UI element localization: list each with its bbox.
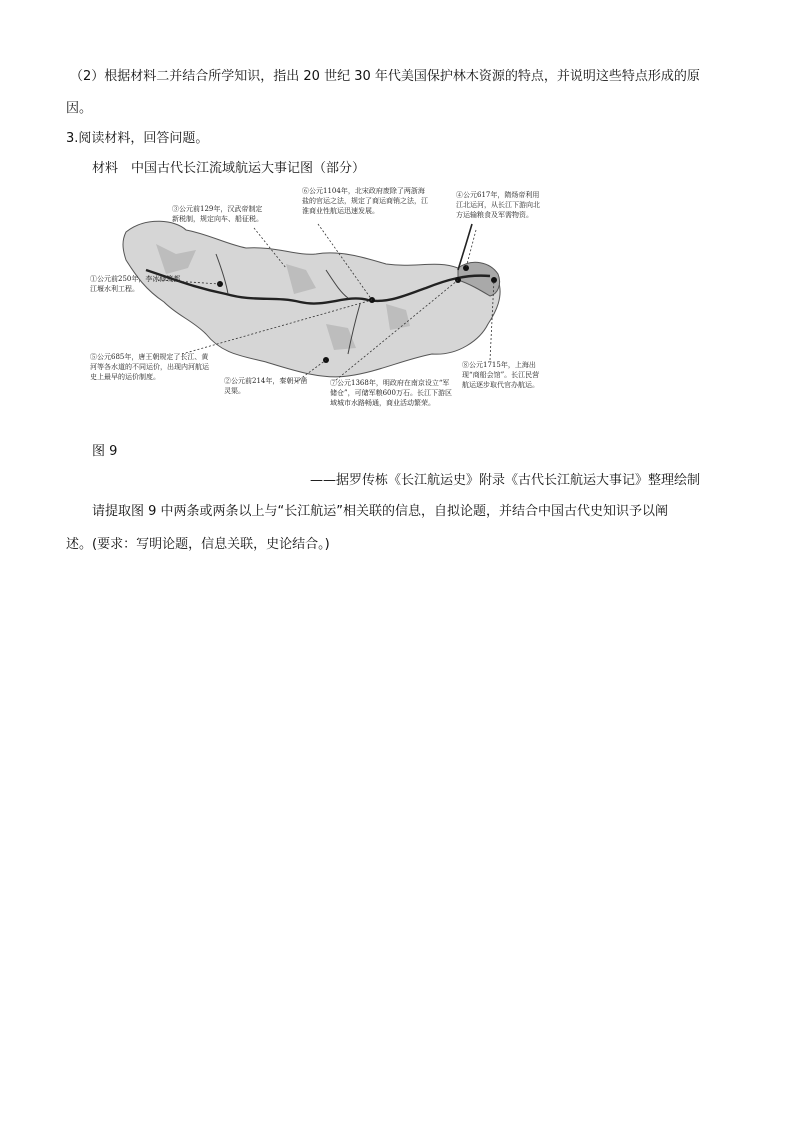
event-note-1: ①公元前250年，李冰修筑都江堰水利工程。: [90, 275, 181, 293]
figure-source: ——据罗传栋《长江航运史》附录《古代长江航运大事记》整理绘制: [310, 473, 701, 488]
event-note-5: ⑤公元685年，唐王朝规定了长江、黄河等各水道的不同运价，出现内河航运史上最早的运价制度。: [90, 353, 209, 381]
event-note-3: ③公元前129年，汉武帝制定新税制，规定向车、船征税。: [172, 205, 263, 223]
event-note-6: ⑥公元1104年，北宋政府废除了两浙海盐的官运之法，规定了商运商销之法，江淮商业性航运迅速发展。: [302, 187, 428, 215]
event-note-2: ②公元前214年，秦朝开凿灵渠。: [224, 377, 308, 395]
event-note-8: ⑧公元1715年，上海出现“商船会馆”。长江民营航运逐步取代官办航运。: [462, 361, 540, 389]
event-note-7: ⑦公元1368年，明政府在南京设立“军储仓”，可储军粮600万石。长江下游区域城市水路畅通，商业活动繁荣。: [330, 379, 452, 407]
figure-label: 图 9: [92, 444, 118, 459]
question-3-prompt-line-1: 请提取图 9 中两条或两条以上与“长江航运”相关联的信息，自拟论题，并结合中国古代史知识予以阐: [92, 504, 669, 519]
question-2-line-1: （2）根据材料二并结合所学知识，指出 20 世纪 30 年代美国保护林木资源的特点，并说明这些特点形成的原: [70, 69, 700, 84]
event-note-4: ④公元617年，隋炀帝利用江北运河，从长江下游向北方运输粮食及军需物资。: [456, 191, 540, 219]
marker-yangzhou: [463, 265, 469, 271]
question-3-heading: 3.阅读材料，回答问题。: [66, 131, 209, 146]
question-3-prompt-line-2: 述。(要求：写明论题，信息关联，史论结合。): [66, 537, 330, 552]
material-title: 材料 中国古代长江流域航运大事记图（部分）: [92, 161, 366, 176]
yangtze-shipping-map: [86, 184, 546, 424]
question-2-line-2: 因。: [66, 101, 93, 116]
